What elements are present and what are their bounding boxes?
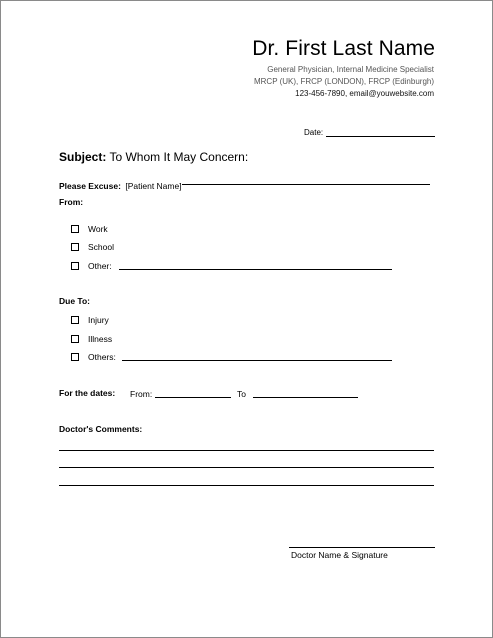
dates-label: For the dates: — [59, 388, 116, 398]
signature-field-line[interactable] — [289, 547, 435, 548]
date-label: Date: — [304, 128, 324, 137]
injury-checkbox[interactable] — [71, 316, 79, 324]
from-other-checkbox[interactable] — [71, 262, 79, 270]
due-to-others-option-label: Others: — [88, 352, 116, 362]
from-other-option-label: Other: — [88, 261, 112, 271]
comment-line[interactable] — [59, 467, 434, 468]
from-section-label: From: — [59, 197, 84, 207]
doctor-credentials: MRCP (UK), FRCP (LONDON), FRCP (Edinburgh) — [253, 77, 434, 86]
illness-checkbox[interactable] — [71, 335, 79, 343]
comments-label: Doctor's Comments: — [59, 424, 143, 434]
doctor-name: Dr. First Last Name — [252, 37, 435, 60]
work-checkbox[interactable] — [71, 225, 79, 233]
comment-line[interactable] — [59, 450, 434, 451]
comment-line[interactable] — [59, 485, 434, 486]
date-field-line[interactable] — [326, 136, 435, 137]
doctor-specialty: General Physician, Internal Medicine Specialist — [267, 65, 434, 74]
dates-to-label: To — [237, 389, 246, 399]
due-to-others-checkbox[interactable] — [71, 353, 79, 361]
subject-line — [59, 150, 248, 164]
due-to-section-label: Due To: — [59, 296, 91, 306]
please-excuse-row — [59, 176, 182, 194]
signature-label: Doctor Name & Signature — [291, 550, 388, 560]
work-option-label: Work — [88, 224, 108, 234]
dates-from-field-line[interactable] — [155, 397, 231, 398]
dates-from-label: From: — [130, 389, 153, 399]
subject-text: To Whom It May Concern: — [109, 150, 249, 164]
school-option-label: School — [88, 242, 114, 252]
please-excuse-label: Please Excuse: — [59, 181, 121, 191]
dates-to-field-line[interactable] — [253, 397, 358, 398]
patient-name-field-line[interactable] — [182, 184, 430, 185]
due-to-others-field-line[interactable] — [122, 360, 392, 361]
doctor-contact: 123-456-7890, email@youwebsite.com — [295, 89, 434, 98]
from-other-field-line[interactable] — [119, 269, 392, 270]
subject-label: Subject: — [59, 150, 107, 164]
patient-name-placeholder: [Patient Name] — [125, 181, 182, 191]
school-checkbox[interactable] — [71, 243, 79, 251]
illness-option-label: Illness — [88, 334, 113, 344]
injury-option-label: Injury — [88, 315, 109, 325]
